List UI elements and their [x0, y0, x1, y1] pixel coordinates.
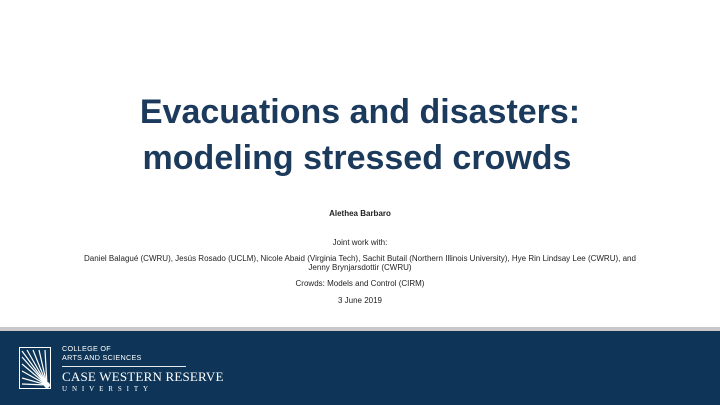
event-name: Crowds: Models and Control (CIRM) [295, 279, 425, 288]
title-line-1: Evacuations and disasters: [139, 93, 581, 131]
collaborators-list: Daniel Balagué (CWRU), Jesús Rosado (UCLM), Nicole Abaid (Virginia Tech), Sachit Butail (Northern Illinois University), Hye Rin Lindsay Lee (CWRU), and Jenny Brynjarsdottir (CWRU) [84, 254, 636, 272]
college-line-2: ARTS AND SCIENCES [62, 353, 142, 362]
slide-title [0, 89, 720, 181]
university-name: CASE WESTERN RESERVE [62, 369, 224, 384]
logo-rule [62, 366, 186, 367]
college-logo-text [62, 344, 224, 393]
joint-work-label: Joint work with: [332, 238, 388, 247]
college-line-1: COLLEGE OF [62, 344, 111, 353]
title-line-2: modeling stressed crowds [142, 139, 572, 177]
university-label: UNIVERSITY [62, 385, 153, 393]
author-name: Alethea Barbaro [329, 209, 391, 218]
presentation-date: 3 June 2019 [337, 296, 383, 305]
footer-banner [0, 331, 720, 405]
sunburst-logo-icon [19, 347, 51, 389]
